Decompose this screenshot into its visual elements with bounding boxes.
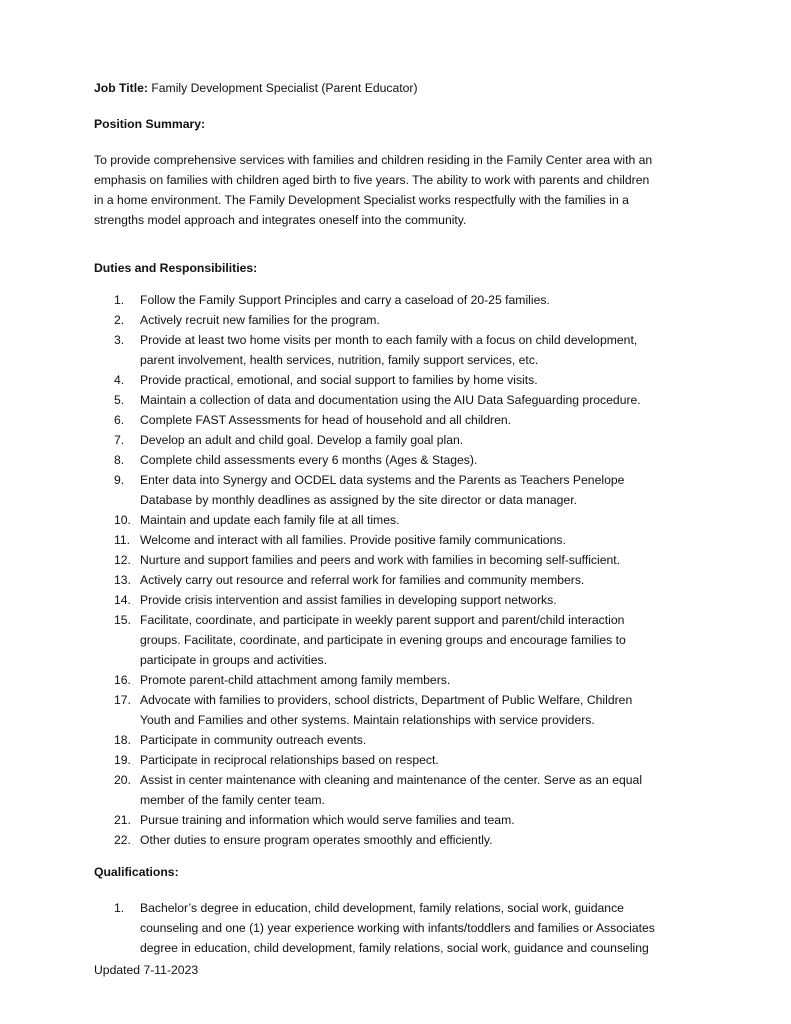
list-item [94,590,642,610]
list-item [94,830,642,850]
list-item-text: parent involvement, health services, nutrition, family support services, etc. [140,353,539,367]
list-item [94,730,642,750]
list-item [94,810,642,830]
list-item-number: 22. [114,833,131,847]
list-item-text: Participate in community outreach events. [140,733,367,747]
list-item-number: 21. [114,813,131,827]
list-item-number: 4. [114,373,125,387]
list-item-number: 1. [114,293,125,307]
list-item-text: Facilitate, coordinate, and participate in weekly parent support and parent/child interaction [140,613,625,627]
summary-line: emphasis on families with children aged birth to five years. The ability to work with parents and children [94,173,650,187]
list-item [94,290,642,310]
summary-line: To provide comprehensive services with families and children residing in the Family Center area with an [94,153,653,167]
qualifications-list [94,898,655,958]
list-item-text: Provide crisis intervention and assist families in developing support networks. [140,593,557,607]
list-item-text: counseling and one (1) year experience working with infants/toddlers and families or Associates [140,921,655,935]
list-item-number: 8. [114,453,125,467]
list-item [94,898,655,958]
list-item-text: Assist in center maintenance with cleaning and maintenance of the center. Serve as an equal [140,773,643,787]
list-item-number: 14. [114,593,131,607]
list-item-text: participate in groups and activities. [140,653,327,667]
list-item-number: 20. [114,773,131,787]
list-item [94,550,642,570]
list-item-text: Nurture and support families and peers and work with families in becoming self-sufficient. [140,553,621,567]
duties-heading: Duties and Responsibilities: [94,261,258,275]
list-item-text: Maintain and update each family file at all times. [140,513,400,527]
list-item [94,310,642,330]
job-title-value: Family Development Specialist (Parent Educator) [147,81,418,95]
list-item-number: 15. [114,613,131,627]
list-item-text: Complete child assessments every 6 months (Ages & Stages). [140,453,478,467]
list-item-number: 9. [114,473,125,487]
list-item-text: groups. Facilitate, coordinate, and participate in evening groups and encourage families to [140,633,626,647]
list-item-text: Follow the Family Support Principles and carry a caseload of 20-25 families. [140,293,550,307]
list-item-number: 16. [114,673,131,687]
list-item-text: degree in education, child development, family relations, social work, guidance and counseling [140,941,649,955]
position-summary-text [94,150,714,230]
list-item [94,770,642,810]
list-item [94,370,642,390]
list-item-text: Develop an adult and child goal. Develop a family goal plan. [140,433,464,447]
list-item-text: Enter data into Synergy and OCDEL data systems and the Parents as Teachers Penelope [140,473,625,487]
list-item [94,510,642,530]
summary-line: in a home environment. The Family Development Specialist works respectfully with the families in a [94,193,629,207]
list-item-text: Provide practical, emotional, and social support to families by home visits. [140,373,538,387]
list-item [94,670,642,690]
list-item [94,530,642,550]
list-item-text: Participate in reciprocal relationships based on respect. [140,753,439,767]
list-item-number: 6. [114,413,125,427]
list-item [94,570,642,590]
list-item-number: 19. [114,753,131,767]
list-item-number: 18. [114,733,131,747]
list-item [94,690,642,730]
list-item-number: 7. [114,433,125,447]
list-item-text: Actively carry out resource and referral work for families and community members. [140,573,585,587]
list-item-text: Youth and Families and other systems. Maintain relationships with service providers. [140,713,595,727]
list-item-text: Database by monthly deadlines as assigned by the site director or data manager. [140,493,577,507]
list-item-text: Maintain a collection of data and documentation using the AIU Data Safeguarding procedure. [140,393,641,407]
list-item-text: Provide at least two home visits per month to each family with a focus on child development, [140,333,638,347]
list-item-number: 12. [114,553,131,567]
job-title-label: Job Title: [94,81,148,95]
list-item-number: 2. [114,313,125,327]
updated-footer: Updated 7-11-2023 [94,963,199,977]
duties-list [94,290,642,850]
list-item [94,330,642,370]
list-item [94,390,642,410]
list-item [94,450,642,470]
list-item [94,430,642,450]
list-item-text: Pursue training and information which would serve families and team. [140,813,515,827]
list-item-number: 17. [114,693,131,707]
list-item [94,470,642,510]
list-item-text: Advocate with families to providers, school districts, Department of Public Welfare, Children [140,693,633,707]
list-item-text: Actively recruit new families for the program. [140,313,380,327]
list-item-text: Bachelor’s degree in education, child development, family relations, social work, guidance [140,901,624,915]
list-item-number: 11. [114,533,131,547]
list-item-number: 3. [114,333,125,347]
list-item-text: Welcome and interact with all families. Provide positive family communications. [140,533,566,547]
list-item [94,750,642,770]
list-item [94,610,642,670]
job-title-line [94,78,714,98]
list-item-text: member of the family center team. [140,793,325,807]
list-item [94,410,642,430]
list-item-number: 13. [114,573,131,587]
position-summary-heading: Position Summary: [94,117,206,131]
list-item-text: Other duties to ensure program operates smoothly and efficiently. [140,833,493,847]
summary-line: strengths model approach and integrates oneself into the community. [94,213,467,227]
list-item-text: Complete FAST Assessments for head of household and all children. [140,413,512,427]
list-item-number: 1. [114,901,125,915]
list-item-number: 5. [114,393,125,407]
qualifications-heading: Qualifications: [94,865,179,879]
list-item-text: Promote parent-child attachment among family members. [140,673,451,687]
list-item-number: 10. [114,513,131,527]
